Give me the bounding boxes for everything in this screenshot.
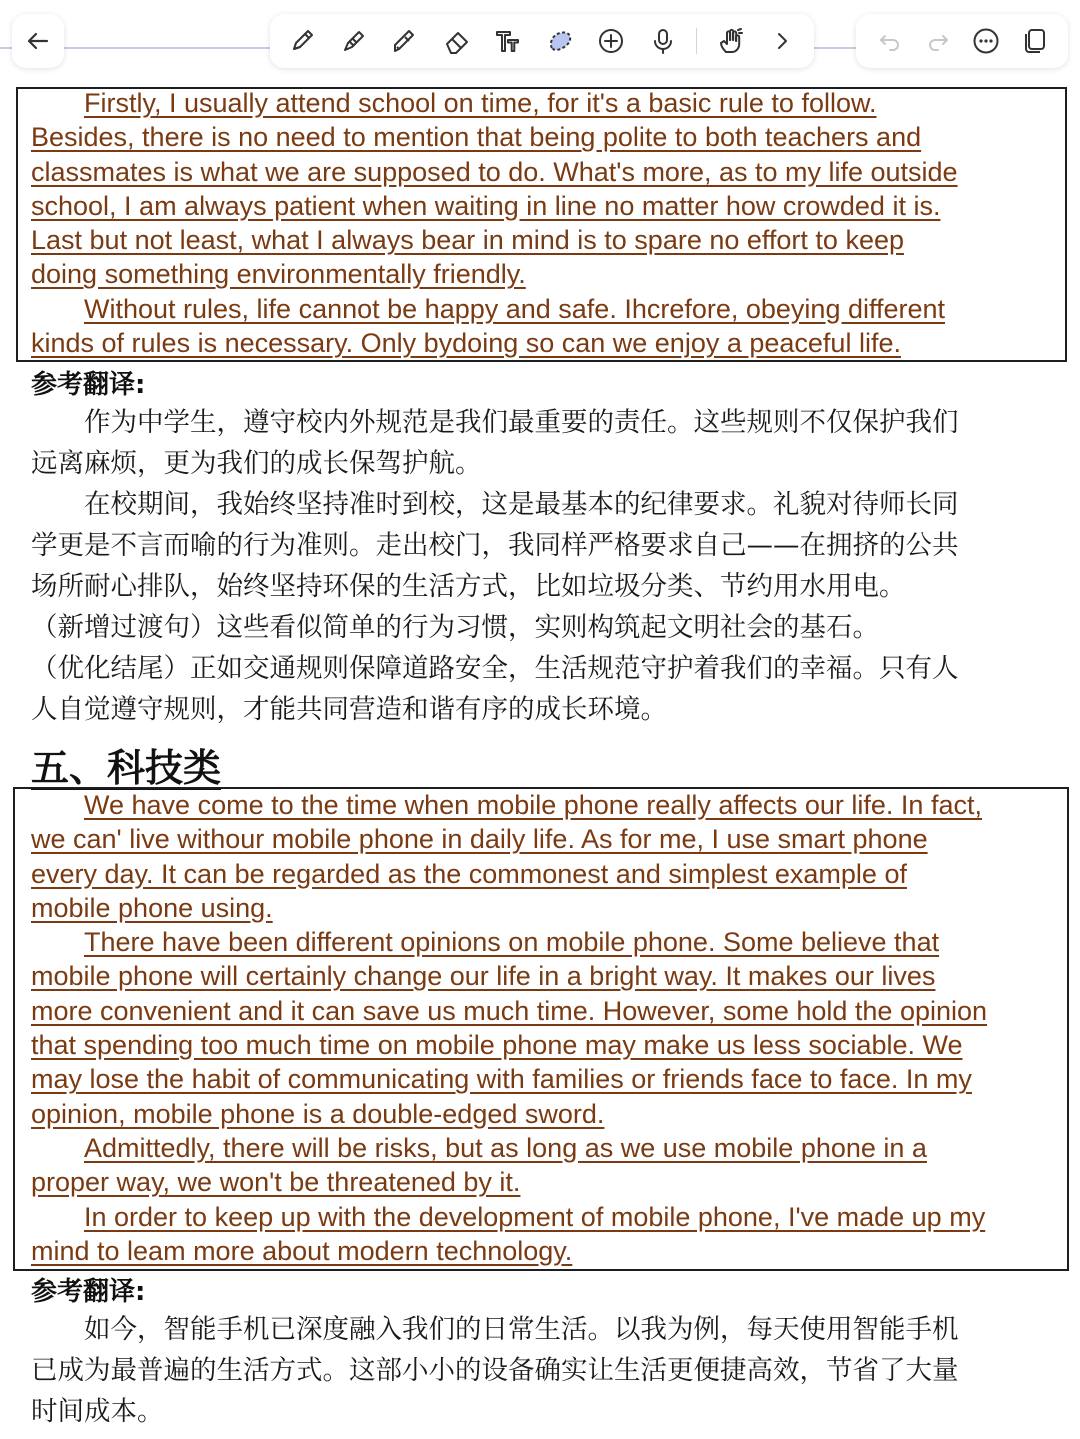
english-line: Last but not least, what I always bear in mind is to spare no effort to keep	[31, 225, 904, 256]
english-line: mobile phone using.	[31, 892, 273, 923]
lasso-icon[interactable]	[542, 23, 578, 59]
english-line: Besides, there is no need to mention that being polite to both teachers and	[31, 122, 922, 153]
translation-line: 人自觉遵守规则，才能共同营造和谐有序的成长环境。	[31, 694, 667, 725]
gesture-hand-icon[interactable]	[713, 23, 749, 59]
eraser-icon[interactable]	[439, 23, 475, 59]
more-icon[interactable]	[968, 23, 1004, 59]
translation-line: 如今，智能手机已深度融入我们的日常生活。以我为例，每天使用智能手机	[84, 1314, 959, 1345]
back-arrow-icon[interactable]	[20, 23, 56, 59]
pen-icon[interactable]	[284, 23, 320, 59]
translation-paragraph	[31, 402, 959, 730]
translation-label: 参考翻译:	[31, 370, 146, 400]
english-line: Without rules, life cannot be happy and safe. Ihcrefore, obeying different	[84, 293, 946, 324]
english-line: every day. It can be regarded as the commonest and simplest example of	[31, 858, 907, 889]
translation-line: 远离麻烦，更为我们的成长保驾护航。	[31, 448, 482, 479]
english-line: we can' live withour mobile phone in daily life. As for me, I use smart phone	[31, 824, 928, 855]
english-line: doing something environmentally friendly.	[31, 259, 526, 290]
english-line: Admittedly, there will be risks, but as long as we use mobile phone in a	[84, 1132, 927, 1163]
toolbar-divider-line	[814, 47, 856, 49]
english-line: opinion, mobile phone is a double-edged sword.	[31, 1098, 605, 1129]
english-line: more convenient and it can save us much time. However, some hold the opinion	[31, 995, 988, 1026]
translation-line: 作为中学生，遵守校内外规范是我们最重要的责任。这些规则不仅保护我们	[84, 407, 959, 438]
toolbar-separator	[696, 28, 697, 54]
english-line: There have been different opinions on mobile phone. Some believe that	[84, 927, 940, 958]
translation-label: 参考翻译:	[31, 1277, 146, 1307]
translation-line: 时间成本。	[31, 1396, 164, 1427]
english-line: kinds of rules is necessary. Only bydoing so can we enjoy a peaceful life.	[31, 328, 901, 359]
english-line: In order to keep up with the development of mobile phone, I've made up my	[84, 1201, 986, 1232]
english-line: mind to leam more about modern technology.	[31, 1235, 573, 1266]
translation-paragraph	[31, 1309, 959, 1432]
translation-line: 在校期间，我始终坚持准时到校，这是最基本的纪律要求。礼貌对待师长同	[84, 489, 959, 520]
english-line: school, I am always patient when waiting in line no matter how crowded it is.	[31, 190, 941, 221]
english-line: classmates is what we are supposed to do. What's more, as to my life outside	[31, 156, 958, 187]
translation-line: 学更是不言而喻的行为准则。走出校门，我同样严格要求自己——在拥挤的公共	[31, 530, 959, 561]
undo-icon[interactable]	[872, 23, 908, 59]
english-line: may lose the habit of communicating with families or friends face to face. In my	[31, 1064, 972, 1095]
english-passage	[31, 86, 958, 360]
pages-icon[interactable]	[1016, 23, 1052, 59]
fountain-pen-icon[interactable]	[336, 23, 372, 59]
back-button[interactable]	[12, 14, 64, 68]
highlighter-icon[interactable]	[387, 23, 423, 59]
document-actions-bar	[856, 14, 1068, 68]
microphone-icon[interactable]	[645, 23, 681, 59]
english-line: proper way, we won't be threatened by it.	[31, 1167, 521, 1198]
top-toolbar	[0, 0, 1080, 82]
translation-line: （优化结尾）正如交通规则保障道路安全，生活规范守护着我们的幸福。只有人	[31, 653, 959, 684]
section-heading: 五、科技类	[31, 746, 222, 790]
chevron-right-icon[interactable]	[764, 23, 800, 59]
translation-line: 场所耐心排队，始终坚持环保的生活方式，比如垃圾分类、节约用水用电。	[31, 571, 906, 602]
english-line: Firstly, I usually attend school on time, for it's a basic rule to follow.	[84, 88, 877, 118]
drawing-tools-bar	[270, 14, 814, 68]
english-passage	[31, 788, 987, 1268]
english-line: We have come to the time when mobile phone really affects our life. In fact,	[84, 790, 982, 820]
english-line: that spending too much time on mobile phone may make us less sociable. We	[31, 1030, 963, 1061]
translation-line: 已成为最普遍的生活方式。这部小小的设备确实让生活更便捷高效，节省了大量	[31, 1355, 959, 1386]
redo-icon[interactable]	[920, 23, 956, 59]
english-line: mobile phone will certainly change our life in a bright way. It makes our lives	[31, 961, 936, 992]
add-element-icon[interactable]	[593, 23, 629, 59]
translation-line: （新增过渡句）这些看似简单的行为习惯，实则构筑起文明社会的基石。	[31, 612, 879, 643]
text-tool-icon[interactable]	[490, 23, 526, 59]
